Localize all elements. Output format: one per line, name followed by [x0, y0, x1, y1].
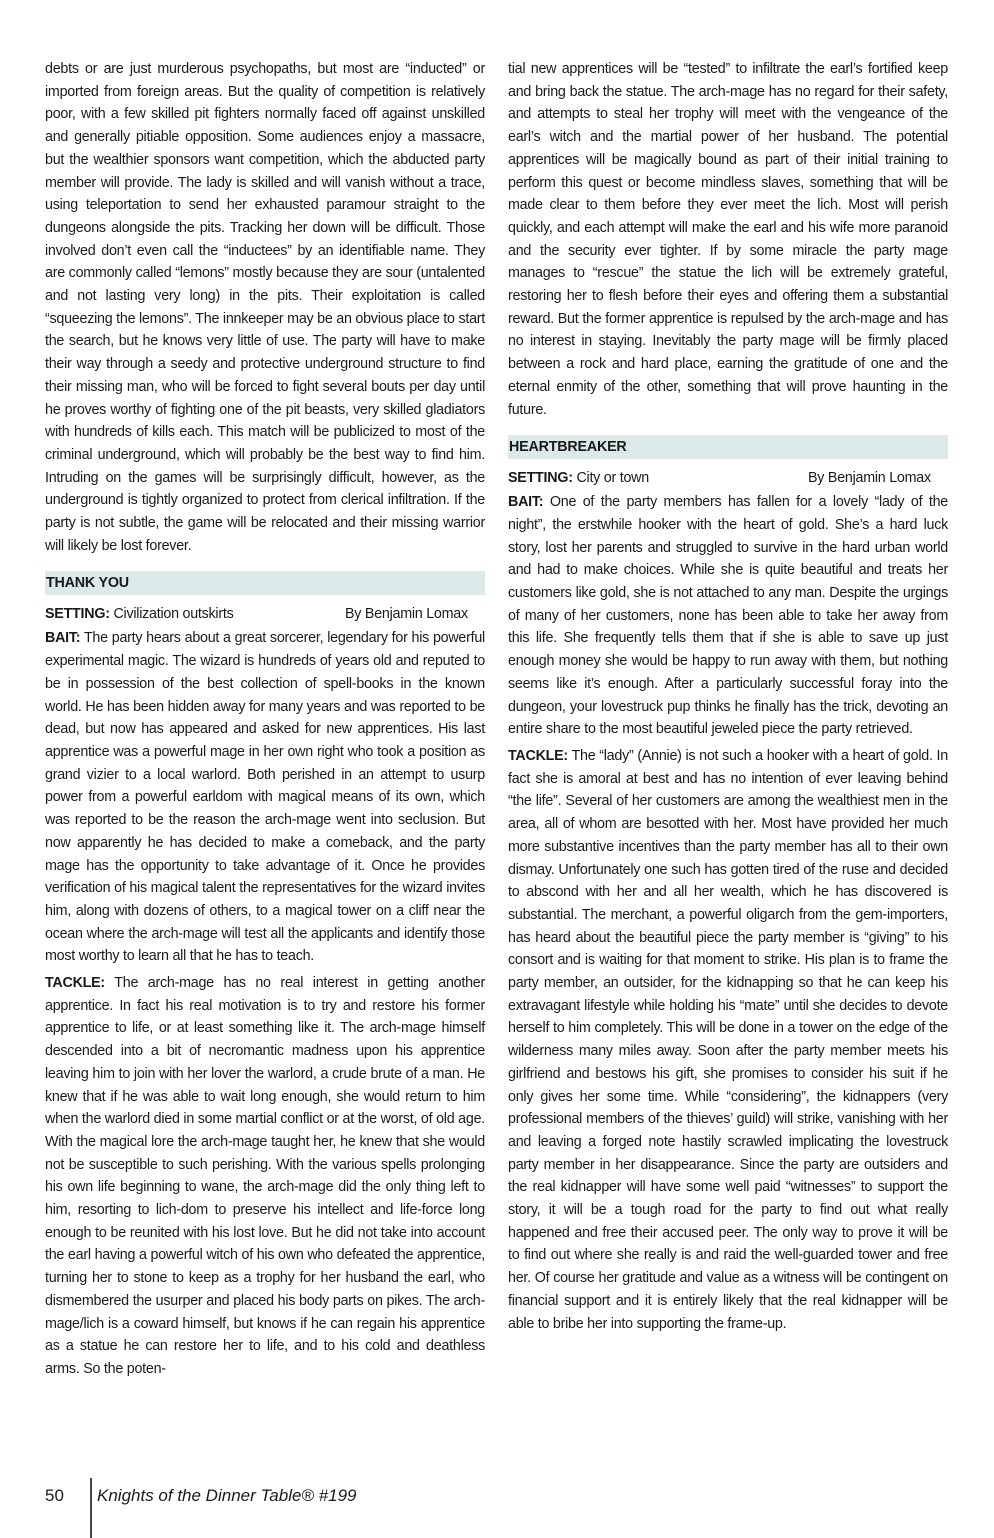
bait-text: One of the party members has fallen for a lovely “lady of the night”, the erstwhile hooker with the heart of gold. She’s a hard luck story, lost her parents and struggled to survive in the hard urban world and had to make choices. While she is quite beautiful and treats her customers like gold, she is not attached to any man. Despite the urgings of many of her customers, none has been able to take her away from this life. She frequently tells them that if she is able to save up just enough money she would be happy to run away with them, but nothing seems like it’s enough. After a particularly successful foray into the dungeon, your lovestruck pup thinks he finally has the trick, devoting an entire share to the most beautiful jeweled piece the party retrieved. [508, 494, 948, 738]
continued-paragraph: tial new apprentices will be “tested” to infiltrate the earl’s fortified keep and bring back the statue. The arch-mage has no regard for their safety, and attempts to steal her trophy will meet with the vengeance of the earl’s witch and the martial power of her husband. The potential apprentices will be magically bound as part of their initial training to perform this quest or become mindless slaves, something that will be made clear to them before they ever meet the lich. Most will perish quickly, and each attempt will make the earl and his wife more paranoid and the security ever tighter. If by some miracle the party mage manages to “rescue” the statue the lich will be extremely grateful, restoring her to flesh before their eyes and offering them a substantial reward. But the former apprentice is repulsed by the arch-mage and has no interest in staying. Inevitably the party mage will be firmly placed between a rock and hard place, earning the gratitude of one and the eternal enmity of the other, something that will prove haunting in the future. [508, 61, 948, 418]
setting-label: SETTING: [45, 606, 110, 623]
tackle-text: The arch-mage has no real interest in getting another apprentice. In fact his real motivation is to try and restore his former apprentice to life, or at least something like it. The arch-mage himself descended into a bit of necromantic madness upon his apprentice leaving him to join with her lover the warlord, a crude brute of a man. He knew that if he was able to wait long enough, she would return to him when the warlord died in some martial conflict or at the worst, of old age. With the magical lore the arch-mage taught her, he knew that she would not be susceptible to such perishing. With the various spells prolonging his own life beginning to wane, the arch-mage did the only thing left to him, resorting to lich-dom to preserve his intellect and life-force long enough to be reunited with his lost love. But he did not take into account the earl having a powerful witch of his own who defeated the apprentice, turning her to stone to keep as a trophy for her husband the earl, who dismembered the usurper and placed his body parts on pikes. The arch-mage/lich is a coward himself, but knows if he can regain his apprentice as a statue he can restore her to life, and to his cold and deathless arms. So the poten- [45, 975, 485, 1377]
footer-divider [90, 1478, 92, 1538]
page-number: 50 [45, 1486, 64, 1505]
bait-text: The party hears about a great sorcerer, legendary for his powerful experimental magic. The wizard is hundreds of years old and reputed to be in possession of the best collection of spell-books in the known world. He has been hidden away for many years and was reported to be dead, but now has appeared and asked for new apprentices. His last apprentice was a powerful mage in her own right who took a position as grand vizier to a local warlord. Both perished in an attempt to usurp power from a powerful earldom with magical means of its own, which was reported to be the reason the arch-mage went into seclusion. But now apparently he has decided to make a comeback, and the party mage has the opportunity to take advantage of it. Once he provides verification of his magical talent the representatives for the wizard invites him, along with dozens of others, to a magical tower on a cliff near the ocean where the arch-mage will test all the applicants and identify those most worthy to learn all that he has to teach. [45, 630, 485, 965]
setting-value: Civilization outskirts [113, 606, 234, 623]
tackle-text: The “lady” (Annie) is not such a hooker with a heart of gold. In fact she is amoral at best and has no intention of ever leaving behind “the life”. Several of her customers are among the wealthiest men in the area, all of whom are besotted with her. Most have provided her much more substantive incentives than the party member has all to their own dismay. Unfortunately one such has gotten tired of the ruse and decided to abscond with her and all her wealth, which he has discovered is substantial. The merchant, a powerful oligarch from the gem-importers, has heard about the beautiful piece the party member is “giving” to his consort and is waiting for that moment to strike. His plan is to frame the party member, an outsider, for the kidnapping so that he can keep his extravagant lifestyle while holding his “mate” until she decides to devote herself to him completely. This will be done in a tower on the edge of the wilderness many miles away. Soon after the party member meets his girlfriend and bestows his gift, she promises to consider his suit if he only gives her some time. While “considering”, the kidnappers (very professional members of the thieves’ guild) will strike, vanishing with her and leaving a forged note hastily scrawled implicating the lovestruck party member in her disappearance. Since the party are outsiders and the real kidnapper will have some well paid “witnesses” to support the story, it will be a tough road for the party to find out what really happened and free their accused peer. The only way to prove it will be to find out where she really is and raid the well-guarded tower and free her. Of course her gratitude and value as a witness will be contingent on financial support and it is entirely likely that the real kidnapper will be able to bribe her into supporting the frame-up. [508, 747, 948, 1332]
right-column [508, 58, 948, 1335]
author-byline: By Benjamin Lomax [345, 606, 468, 623]
setting-value: City or town [576, 470, 649, 487]
section-heading-thank-you: THANK YOU [45, 571, 485, 595]
left-column [45, 58, 485, 1381]
tackle-label: TACKLE: [508, 747, 568, 764]
page-footer [45, 1478, 445, 1538]
bait-paragraph [45, 627, 485, 968]
bait-label: BAIT: [508, 494, 544, 511]
tackle-paragraph [45, 972, 485, 1381]
setting-label: SETTING: [508, 470, 573, 487]
author-byline: By Benjamin Lomax [808, 470, 931, 487]
setting-line [508, 467, 948, 489]
tackle-paragraph [508, 745, 948, 1335]
tackle-label: TACKLE: [45, 975, 105, 992]
bait-label: BAIT: [45, 630, 81, 647]
setting-line [45, 603, 485, 625]
section-heading-heartbreaker: HEARTBREAKER [508, 435, 948, 459]
intro-paragraph: debts or are just murderous psychopaths, but most are “inducted” or imported from foreign areas. But the quality of competition is relatively poor, with a few skilled pit fighters normally faced off against unskilled and generally pitiable opposition. Some audiences enjoy a massacre, but the wealthier sponsors want competition, which the abducted party member will provide. The lady is skilled and will vanish without a trace, using teleportation to send her exhausted paramour straight to the dungeons alongside the pits. Tracking her down will be difficult. Those involved don’t even call the “inductees” by an identifiable name. They are commonly called “lemons” mostly because they are sour (untalented and not lasting very long) in the pits. Their exploitation is called “squeezing the lemons”. The innkeeper may be an obvious place to start the search, but he knows very little of use. The party will have to make their way through a seedy and protective underground structure to find their missing man, who will be forced to fight several bouts per day until he proves worthy of fighting one of the pit beasts, very skilled gladiators with hundreds of kills each. This match will be publicized to most of the criminal underground, which will probably be the best way to find him. Intruding on the games will be surprisingly difficult, however, as the underground is tightly organized to protect from clerical infiltration. If the party is not subtle, the game will be relocated and their missing warrior will likely be lost forever. [45, 61, 486, 554]
bait-paragraph [508, 491, 948, 741]
magazine-title: Knights of the Dinner Table® #199 [97, 1486, 357, 1505]
